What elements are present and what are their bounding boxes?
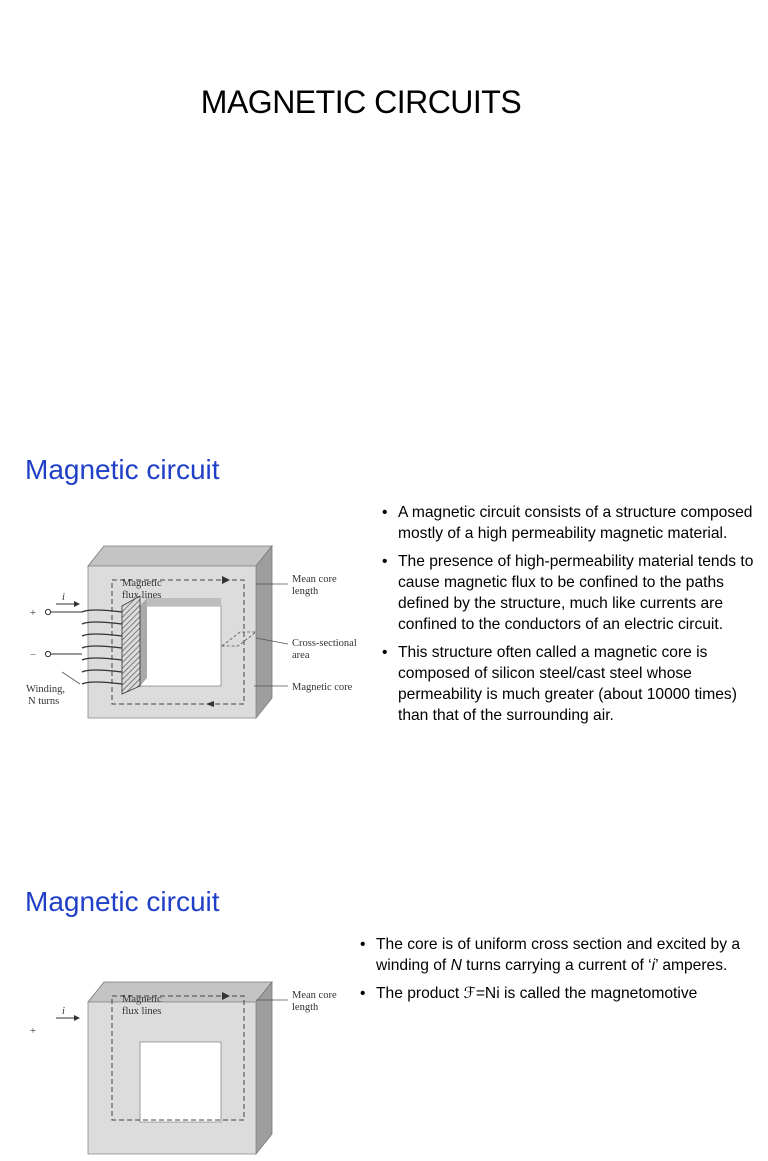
cross-section-label-line1: Cross-sectional xyxy=(292,638,357,649)
bullet-item: • The presence of high-permeability material tends to cause magnetic flux to be confined to the paths defined by the structure, much like currents are confined to the conductors of an electric circuit. xyxy=(382,553,754,633)
minus-label: − xyxy=(30,650,36,661)
magnetic-core-diagram xyxy=(22,536,374,720)
bullet-item: • A magnetic circuit consists of a structure composed mostly of a high permeability magnetic material. xyxy=(382,504,753,542)
core-front-face xyxy=(88,566,256,718)
core-label: Magnetic core xyxy=(292,682,353,693)
bullet-list xyxy=(382,502,754,733)
terminal-minus xyxy=(45,651,50,656)
magnetic-core-diagram xyxy=(22,972,374,1156)
flux-label-line1: Magnetic xyxy=(122,994,162,1005)
mean-core-label-line1: Mean core xyxy=(292,990,337,1001)
winding-label-line1: Winding, xyxy=(26,684,65,695)
bullet-list xyxy=(360,934,755,1011)
bullet-item: • This structure often called a magnetic core is composed of silicon steel/cast steel whose permeability is much greater (about 10000 times) than that of the surrounding air. xyxy=(382,644,737,724)
slide-heading: Magnetic circuit xyxy=(25,886,220,917)
magnetic-circuit-slide-1 xyxy=(0,430,768,862)
winding-cross-section xyxy=(122,596,140,694)
current-label: i xyxy=(62,1006,65,1017)
flux-label-line2: flux lines xyxy=(122,590,162,601)
slide-title: MAGNETIC CIRCUITS xyxy=(200,84,522,120)
flux-label-line2: flux lines xyxy=(122,1006,162,1017)
plus-label: + xyxy=(30,1026,36,1037)
bullet-item: • The core is of uniform cross section and excited by a winding of N turns carrying a current of ‘i’ amperes. xyxy=(360,936,741,974)
bullet-item: • The product ℱ=Ni is called the magnetomotive xyxy=(360,985,698,1002)
cross-section-label-line2: area xyxy=(292,650,310,661)
slide-heading: Magnetic circuit xyxy=(25,454,220,485)
core-top-face xyxy=(88,546,272,566)
mean-core-label-line1: Mean core xyxy=(292,574,337,585)
core-side-face xyxy=(256,546,272,718)
magnetic-circuit-slide-2 xyxy=(0,862,768,1037)
flux-label-line1: Magnetic xyxy=(122,578,162,589)
winding-label-line2: N turns xyxy=(28,696,60,707)
plus-label: + xyxy=(30,608,36,619)
current-label: i xyxy=(62,592,65,603)
mean-core-label-line2: length xyxy=(292,1002,319,1013)
mean-core-label-line2: length xyxy=(292,586,319,597)
title-slide xyxy=(0,0,768,430)
terminal-plus xyxy=(45,609,50,614)
